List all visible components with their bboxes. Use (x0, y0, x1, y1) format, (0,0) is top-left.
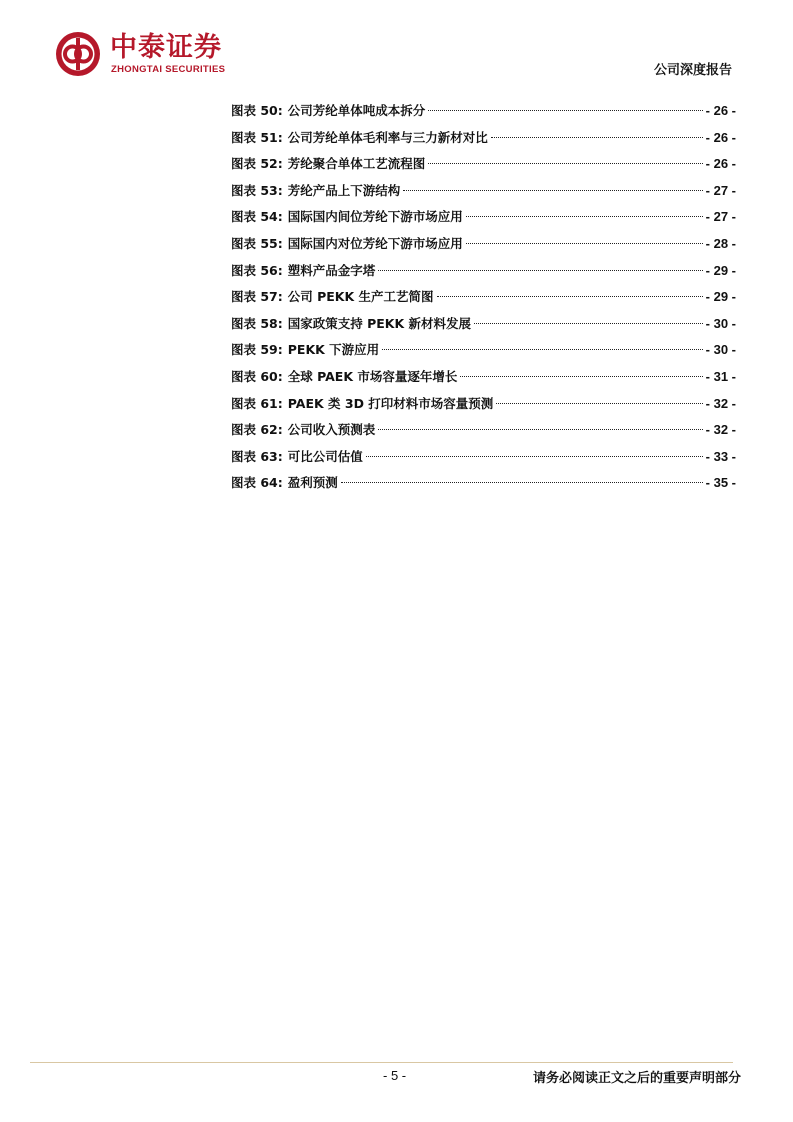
company-logo (54, 30, 254, 80)
toc-entry-page: - 35 - (705, 475, 736, 491)
toc-leader-dots (428, 163, 702, 164)
toc-entry[interactable] (231, 284, 736, 311)
logo-english-name: ZHONGTAI SECURITIES (111, 64, 226, 75)
toc-entry[interactable] (231, 258, 736, 285)
toc-entry-title: 公司 PEKK 生产工艺简图 (287, 289, 434, 305)
toc-entry[interactable] (231, 125, 736, 152)
toc-leader-dots (382, 349, 702, 350)
toc-entry-title: 芳纶产品上下游结构 (287, 182, 401, 198)
toc-leader-dots (341, 482, 703, 483)
table-of-figures (231, 98, 736, 497)
toc-leader-dots (403, 190, 702, 191)
toc-leader-dots (378, 429, 702, 430)
toc-entry-title: 芳纶聚合单体工艺流程图 (287, 156, 426, 172)
toc-entry[interactable] (231, 391, 736, 418)
toc-leader-dots (378, 270, 702, 271)
toc-entry-title: 可比公司估值 (287, 448, 363, 464)
toc-entry-title: 公司收入预测表 (287, 422, 376, 438)
toc-entry-page: - 26 - (705, 129, 736, 145)
toc-entry-page: - 29 - (705, 289, 736, 305)
toc-entry-label: 图表 62: (231, 422, 283, 438)
report-type-label: 公司深度报告 (653, 63, 732, 78)
toc-entry-page: - 30 - (705, 315, 736, 331)
toc-entry-page: - 32 - (705, 422, 736, 438)
toc-entry-page: - 30 - (705, 342, 736, 358)
logo-chinese-name: 中泰证券 (110, 32, 222, 63)
toc-entry-label: 图表 50: (231, 103, 283, 118)
toc-entry-page: - 27 - (705, 182, 736, 198)
toc-entry-title: PAEK 类 3D 打印材料市场容量预测 (287, 395, 494, 411)
toc-entry-label: 图表 55: (231, 235, 283, 251)
toc-entry[interactable] (231, 204, 736, 231)
toc-entry-title: 全球 PAEK 市场容量逐年增长 (287, 368, 458, 384)
toc-leader-dots (460, 376, 702, 377)
toc-entry-title: 国家政策支持 PEKK 新材料发展 (287, 315, 472, 331)
toc-entry[interactable] (231, 98, 736, 125)
zhongtai-logo-icon (54, 30, 102, 78)
footer-divider (30, 1062, 733, 1063)
toc-entry[interactable] (231, 151, 736, 178)
toc-entry-page: - 27 - (705, 209, 736, 225)
toc-entry-page: - 33 - (705, 448, 736, 464)
toc-leader-dots (428, 110, 702, 111)
toc-leader-dots (366, 456, 703, 457)
toc-entry-title: 公司芳纶单体毛利率与三力新材对比 (287, 129, 488, 145)
toc-entry-page: - 31 - (705, 368, 736, 384)
toc-entry-label: 图表 58: (231, 315, 283, 331)
toc-entry[interactable] (231, 470, 736, 497)
toc-entry[interactable] (231, 178, 736, 205)
toc-entry-label: 图表 52: (231, 156, 283, 172)
toc-entry-label: 图表 63: (231, 448, 283, 464)
toc-entry-label: 图表 53: (231, 182, 283, 198)
toc-entry-label: 图表 60: (231, 368, 283, 384)
toc-entry-page: - 26 - (705, 103, 736, 118)
toc-entry-title: 塑料产品金字塔 (287, 262, 376, 278)
toc-entry-title: 国际国内对位芳纶下游市场应用 (287, 235, 463, 251)
toc-entry-label: 图表 57: (231, 289, 283, 305)
toc-entry-label: 图表 64: (231, 475, 283, 491)
toc-entry-title: 盈利预测 (287, 475, 338, 491)
toc-entry-label: 图表 54: (231, 209, 283, 225)
toc-leader-dots (491, 137, 703, 138)
toc-leader-dots (496, 403, 702, 404)
toc-entry-page: - 32 - (705, 395, 736, 411)
toc-leader-dots (474, 323, 703, 324)
toc-entry-title: PEKK 下游应用 (287, 342, 380, 358)
toc-leader-dots (466, 243, 703, 244)
toc-entry-title: 国际国内间位芳纶下游市场应用 (287, 209, 463, 225)
toc-entry[interactable] (231, 311, 736, 338)
toc-entry[interactable] (231, 444, 736, 471)
toc-leader-dots (437, 296, 703, 297)
footer-disclaimer: 请务必阅读正文之后的重要声明部分 (532, 1071, 741, 1086)
page-number: - 5 - (383, 1068, 407, 1083)
toc-entry-label: 图表 56: (231, 262, 283, 278)
toc-entry-title: 公司芳纶单体吨成本拆分 (287, 103, 426, 118)
toc-entry-page: - 26 - (705, 156, 736, 172)
toc-entry-label: 图表 51: (231, 129, 283, 145)
toc-entry-page: - 29 - (705, 262, 736, 278)
toc-entry-label: 图表 59: (231, 342, 283, 358)
toc-entry-page: - 28 - (705, 235, 736, 251)
toc-leader-dots (466, 216, 703, 217)
toc-entry[interactable] (231, 364, 736, 391)
toc-entry-label: 图表 61: (231, 395, 283, 411)
toc-entry[interactable] (231, 417, 736, 444)
toc-entry[interactable] (231, 337, 736, 364)
toc-entry[interactable] (231, 231, 736, 258)
